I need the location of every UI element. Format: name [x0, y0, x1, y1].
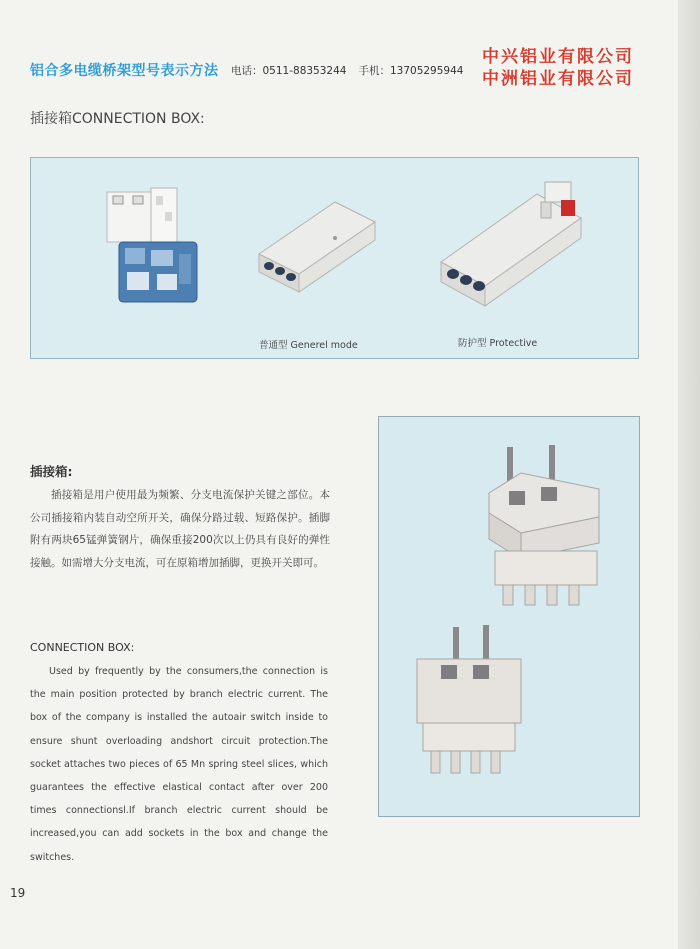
- phone-text: 电话：0511-88353244: [231, 65, 347, 77]
- cn-section-text: 插接箱是用户使用最为频繁、分支电流保护关键之部位。本公司插接箱内装自动空所开关，确保分路过载、短路保护。插脚附有两块65锰弹簧钢片，确保重接200次以上仍具有良好的弹性接触。如需增大分支电流，可在原箱增加插脚，更换开关即可。: [30, 489, 330, 569]
- header-contact: [231, 63, 475, 78]
- general-box-image: [253, 180, 393, 300]
- caption-protective: 防护型 Protective: [458, 338, 538, 349]
- socket-image-lower: [411, 623, 531, 783]
- header-title: 铝合多电缆桥架型号表示方法: [30, 63, 219, 79]
- product-photo-panel: [30, 157, 639, 359]
- section-title: 插接箱CONNECTION BOX:: [30, 111, 205, 127]
- page-number: 19: [10, 886, 26, 900]
- page-edge: [678, 0, 700, 949]
- protective-box-image: [433, 172, 603, 312]
- en-section-title: CONNECTION BOX:: [30, 641, 135, 654]
- mobile-text: 手机：13705295944: [358, 65, 464, 77]
- company-name-1: 中兴铝业有限公司: [482, 47, 634, 67]
- company-name-2: 中洲铝业有限公司: [482, 69, 634, 89]
- plugin-module-image: [101, 184, 231, 314]
- socket-photo-panel: [378, 416, 640, 817]
- cn-section-title: 插接箱:: [30, 464, 73, 479]
- caption-general: 普通型 Generel mode: [259, 340, 358, 351]
- en-section-text: Used by frequently by the consumers,the connection is the main position protected by branch electric current. The box of the company is installed the autoair switch inside to ensure shunt overloading andshort circuit protection.The socket attaches two pieces of 65 Mn spring steel slices, which guarantees the effective elastical contact after over 200 times connectionsl.If branch electric current should be increased,you can add sockets in the box and change the switches.: [30, 666, 328, 863]
- socket-image-upper: [479, 443, 619, 613]
